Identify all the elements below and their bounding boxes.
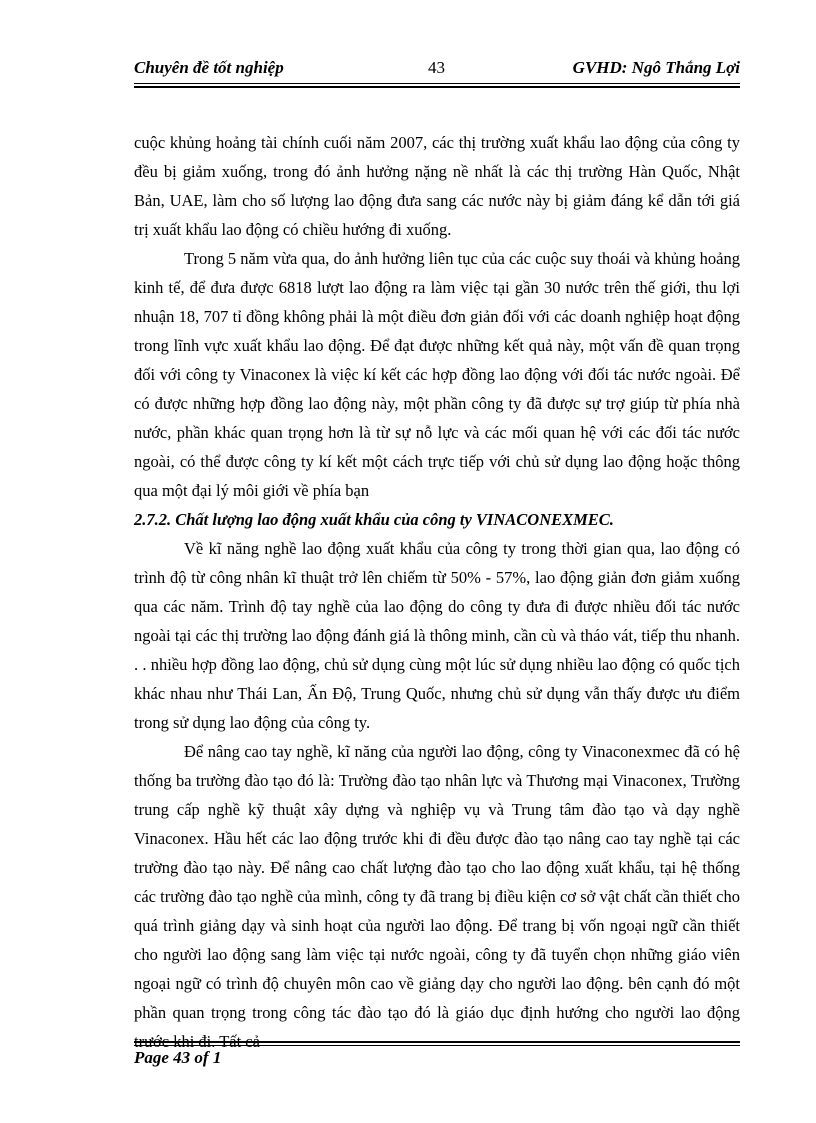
body-paragraph: Để nâng cao tay nghề, kĩ năng của người lao động, công ty Vinaconexmec đã có hệ thống ba trường đào tạo đó là: Trường đào tạo nhân lực và Thương mại Vinaconex, Trường trung cấp nghề kỹ thuật xây dựng và nghiệp vụ và Trung tâm đào tạo và dạy nghề Vinaconex. Hầu hết các lao động trước khi đi đều được đào tạo nâng cao tay nghề tại các trường đào tạo này. Để nâng cao chất lượng đào tạo cho lao động xuất khẩu, tại hệ thống các trường đào tạo nghề của mình, công ty đã trang bị điều kiện cơ sở vật chất cần thiết cho quá trình giảng dạy và sinh hoạt của người lao động. Để trang bị vốn ngoại ngữ cần thiết cho người lao động sang làm việc tại nước ngoài, công ty đã tuyển chọn những giáo viên ngoại ngữ có trình độ chuyên môn cao về giảng dạy cho người lao động. bên cạnh đó một phần quan trọng trong công tác đào tạo đó là giáo dục định hướng cho người lao động trước khi đi. Tất cả [134,742,740,1051]
header-divider [134,83,740,88]
header-document-title: Chuyên đề tốt nghiệp [134,58,284,77]
page-header [134,56,740,84]
body-paragraph: Về kĩ năng nghề lao động xuất khẩu của công ty trong thời gian qua, lao động có trình độ từ công nhân kĩ thuật trở lên chiếm từ 50% - 57%, lao động giản đơn giảm xuống qua các năm. Trình độ tay nghề của lao động do công ty đưa đi được nhiều đối tác nước ngoài tại các thị trường lao động đánh giá là thông minh, cần cù và tháo vát, tiếp thu nhanh. . . nhiều hợp đồng lao động, chủ sử dụng cùng một lúc sử dụng nhiều lao động có quốc tịch khác nhau như Thái Lan, Ấn Độ, Trung Quốc, nhưng chủ sử dụng vẫn thấy được ưu điểm trong sử dụng lao động của công ty. [134,539,740,732]
header-supervisor: GVHD: Ngô Thắng Lợi [572,58,740,77]
footer-divider [134,1041,740,1046]
header-page-number: 43 [428,58,445,77]
page-footer: Page 43 of 1 [134,1048,222,1067]
page-body [134,128,740,1056]
body-paragraph: Trong 5 năm vừa qua, do ảnh hưởng liên tục của các cuộc suy thoái và khủng hoảng kinh tế, để đưa được 6818 lượt lao động ra làm việc tại gần 30 nước trên thế giới, thu lợi nhuận 18, 707 tỉ đồng không phải là một điều đơn giản đối với các doanh nghiệp hoạt động trong lĩnh vực xuất khẩu lao động. Để đạt được những kết quả này, một vấn đề quan trọng đối với công ty Vinaconex là việc kí kết các hợp đồng lao động với đối tác nước ngoài. Để có được những hợp đồng lao động này, một phần công ty đã được sự trợ giúp từ phía nhà nước, phần khác quan trọng hơn là từ sự nỗ lực và các mối quan hệ với các đối tác nước ngoài, có thể được công ty kí kết một cách trực tiếp với chủ sử dụng lao động hoặc thông qua một đại lý môi giới về phía bạn [134,249,740,500]
section-heading: 2.7.2. Chất lượng lao động xuất khẩu của công ty VINACONEXMEC. [134,510,614,529]
body-paragraph: cuộc khủng hoảng tài chính cuối năm 2007, các thị trường xuất khẩu lao động của công ty đều bị giảm xuống, trong đó ảnh hưởng nặng nề nhất là các thị trường Hàn Quốc, Nhật Bản, UAE, làm cho số lượng lao động đưa sang các nước này bị giảm đáng kể dẫn tới giá trị xuất khẩu lao động có chiều hướng đi xuống. [134,133,740,239]
